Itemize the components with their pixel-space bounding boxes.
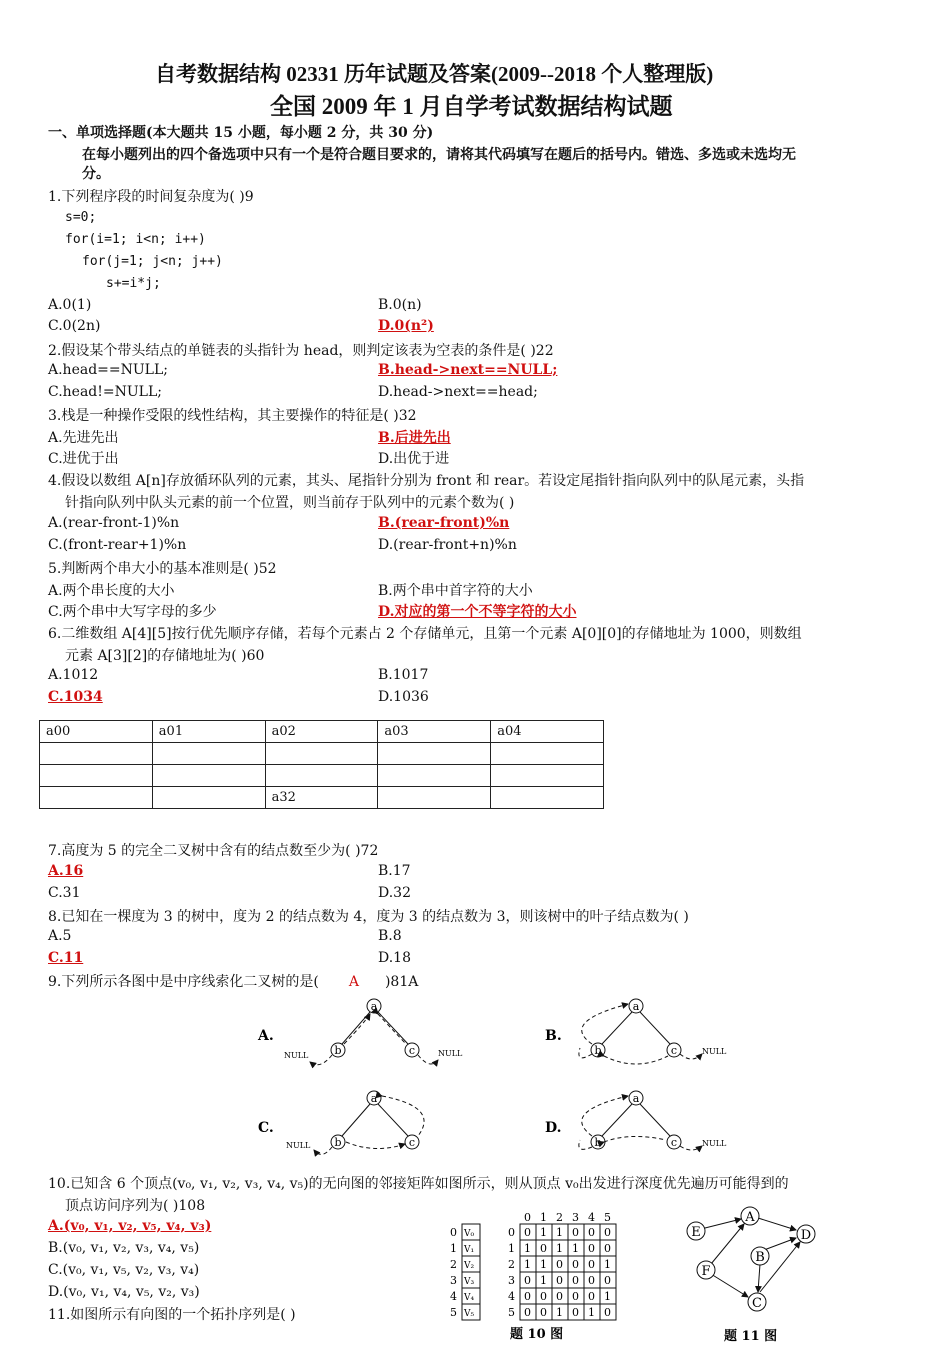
- matrix-value: 0: [524, 1290, 531, 1303]
- matrix-col-index: 2: [556, 1211, 563, 1224]
- node-label: b: [334, 1136, 342, 1149]
- table-cell: [40, 787, 153, 809]
- q3-stem: 3.栈是一种操作受限的线性结构，其主要操作的特征是( )32: [48, 408, 417, 424]
- figure-label-b: B.: [545, 1028, 562, 1044]
- vertex-list: [450, 1224, 480, 1320]
- matrix-value: 0: [604, 1242, 611, 1255]
- q1-code-line: s+=i*j;: [106, 276, 161, 291]
- document-title: 自考数据结构 02331 历年试题及答案(2009--2018 个人整理版): [155, 62, 714, 86]
- matrix-value: 1: [540, 1258, 547, 1271]
- tree-figure-a: [257, 999, 463, 1065]
- matrix-value: 1: [588, 1306, 595, 1319]
- matrix-value: 0: [524, 1306, 531, 1319]
- q1-code-line: for(j=1; j<n; j++): [82, 254, 223, 269]
- table-cell: a04: [491, 721, 604, 743]
- table-cell: [152, 765, 265, 787]
- vertex-index: 0: [450, 1226, 457, 1239]
- null-label: NULL: [286, 1141, 311, 1150]
- matrix-value: 0: [572, 1274, 579, 1287]
- matrix-value: 0: [588, 1242, 595, 1255]
- matrix-col-index: 5: [604, 1211, 611, 1224]
- q10-stem: 10.已知含 6 个顶点(v₀, v₁, v₂, v₃, v₄, v₅)的无向图的邻接矩阵如图所示，则从顶点 v₀出发进行深度优先遍历可能得到的: [48, 1176, 789, 1192]
- figure-label-d: D.: [545, 1120, 562, 1136]
- vertex-index: 2: [450, 1258, 457, 1271]
- matrix-row-index: 3: [508, 1274, 515, 1287]
- q5-stem: 5.判断两个串大小的基本准则是( )52: [48, 561, 277, 577]
- q7-option-d: D.32: [378, 885, 411, 901]
- vertex-index: 3: [450, 1274, 457, 1287]
- q5-option-b: B.两个串中首字符的大小: [378, 583, 533, 599]
- q4-option-b-answer: B.(rear-front)%n: [378, 515, 510, 531]
- matrix-col-index: 1: [540, 1211, 547, 1224]
- matrix-value: 1: [604, 1290, 611, 1303]
- q1-code-line: for(i=1; i<n; i++): [65, 232, 206, 247]
- q8-option-c-answer: C.11: [48, 950, 84, 966]
- table-cell: [152, 743, 265, 765]
- section-instruction: 在每小题列出的四个备选项中只有一个是符合题目要求的，请将其代码填写在题后的括号内。错选、多选或未选均无: [82, 147, 796, 163]
- null-label: NULL: [702, 1139, 727, 1148]
- adjacency-matrix-figure: [448, 1208, 628, 1342]
- node-label: D: [800, 1228, 812, 1243]
- table-row: [40, 787, 604, 809]
- matrix-value: 0: [556, 1274, 563, 1287]
- vertex-name: V₁: [464, 1245, 475, 1255]
- q3-option-b-answer: B.后进先出: [378, 430, 451, 446]
- matrix-value: 0: [556, 1258, 563, 1271]
- matrix-value: 0: [588, 1258, 595, 1271]
- node-label: c: [670, 1136, 678, 1149]
- table-cell: a03: [378, 721, 491, 743]
- matrix-row-index: 4: [508, 1290, 515, 1303]
- figure-label-c: C.: [258, 1120, 274, 1136]
- q7-option-b: B.17: [378, 863, 411, 879]
- node-label: C: [752, 1296, 762, 1311]
- tree-figure-b: [545, 999, 727, 1064]
- q6-stem: 6.二维数组 A[4][5]按行优先顺序存储，若每个元素占 2 个存储单元，且第一个元素 A[0][0]的存储地址为 1000，则数组: [48, 626, 802, 642]
- vertex-index: 4: [450, 1290, 457, 1303]
- q9-answer: A: [348, 974, 359, 990]
- q2-option-d: D.head->next==head;: [378, 384, 538, 400]
- matrix-value: 0: [588, 1274, 595, 1287]
- fig11-caption: 题 11 图: [724, 1329, 778, 1344]
- matrix-value: 1: [556, 1306, 563, 1319]
- node-label: a: [632, 1000, 640, 1013]
- table-cell: a32: [265, 787, 378, 809]
- q4-option-c: C.(front-rear+1)%n: [48, 537, 187, 553]
- matrix-value: 1: [556, 1226, 563, 1239]
- q6-option-c-answer: C.1034: [48, 689, 103, 705]
- q4-stem-cont: 针指向队列中队头元素的前一个位置，则当前存于队列中的元素个数为( ): [65, 495, 515, 511]
- matrix-value: 0: [604, 1274, 611, 1287]
- vertex-name: V₂: [464, 1261, 475, 1271]
- matrix-value: 0: [540, 1242, 547, 1255]
- q3-option-d: D.出优于进: [378, 451, 450, 467]
- q7-stem: 7.高度为 5 的完全二叉树中含有的结点数至少为( )72: [48, 843, 379, 859]
- q11-stem: 11.如图所示有向图的一个拓扑序列是( ): [48, 1307, 296, 1323]
- q2-option-a: A.head==NULL;: [48, 362, 168, 378]
- q8-option-b: B.8: [378, 928, 402, 944]
- node-label: a: [632, 1092, 640, 1105]
- vertex-name: V₃: [464, 1277, 475, 1287]
- q5-option-c: C.两个串中大写字母的多少: [48, 604, 217, 620]
- q6-option-b: B.1017: [378, 667, 429, 683]
- q10-option-d: D.(v₀, v₁, v₄, v₅, v₂, v₃): [48, 1284, 200, 1300]
- q5-option-a: A.两个串长度的大小: [48, 583, 175, 599]
- matrix-value: 1: [524, 1242, 531, 1255]
- table-cell: [378, 765, 491, 787]
- table-cell: [265, 765, 378, 787]
- q6-option-d: D.1036: [378, 689, 429, 705]
- matrix-value: 0: [604, 1226, 611, 1239]
- q7-option-c: C.31: [48, 885, 81, 901]
- matrix-value: 0: [524, 1274, 531, 1287]
- table-row: [40, 743, 604, 765]
- matrix-value: 0: [572, 1258, 579, 1271]
- null-label: NULL: [702, 1047, 727, 1056]
- q10-option-b: B.(v₀, v₁, v₂, v₃, v₄, v₅): [48, 1240, 200, 1256]
- q9-stem: [48, 971, 418, 991]
- q9-stem-end: )81A: [384, 974, 419, 990]
- q1-code-line: s=0;: [65, 210, 97, 225]
- q3-option-a: A.先进先出: [48, 430, 119, 446]
- figure-label-a: A.: [258, 1028, 274, 1044]
- matrix-value: 1: [556, 1242, 563, 1255]
- table-cell: [152, 787, 265, 809]
- q7-option-a-answer: A.16: [48, 863, 84, 879]
- table-row: [40, 721, 604, 743]
- vertex-index: 1: [450, 1242, 457, 1255]
- node-label: c: [408, 1044, 416, 1057]
- node-label: B: [755, 1250, 765, 1265]
- matrix-row-index: 5: [508, 1306, 515, 1319]
- node-label: F: [701, 1264, 711, 1279]
- matrix-row-index: 0: [508, 1226, 515, 1239]
- matrix-value: 0: [588, 1290, 595, 1303]
- node-label: A: [745, 1210, 755, 1225]
- matrix-value: 1: [540, 1226, 547, 1239]
- table-cell: [378, 743, 491, 765]
- table-row: [40, 765, 604, 787]
- q4-option-d: D.(rear-front+n)%n: [378, 537, 517, 553]
- matrix-col-index: 3: [572, 1211, 579, 1224]
- q3-option-c: C.进优于出: [48, 451, 119, 467]
- q10-option-a-answer: A.(v₀, v₁, v₂, v₅, v₄, v₃): [48, 1218, 212, 1234]
- matrix-value: 0: [540, 1290, 547, 1303]
- matrix-value: 0: [588, 1226, 595, 1239]
- exam-title: 全国 2009 年 1 月自学考试数据结构试题: [270, 94, 673, 119]
- node-label: b: [594, 1136, 602, 1149]
- section-heading: 一、单项选择题(本大题共 15 小题，每小题 2 分，共 30 分): [48, 125, 434, 141]
- matrix-value: 0: [572, 1226, 579, 1239]
- matrix-row-index: 2: [508, 1258, 515, 1271]
- q1-option-a: A.0(1): [48, 297, 92, 313]
- q1-stem: 1.下列程序段的时间复杂度为( )9: [48, 189, 254, 205]
- fig10-caption: 题 10 图: [510, 1327, 564, 1342]
- matrix-row-index: 1: [508, 1242, 515, 1255]
- table-cell: [378, 787, 491, 809]
- section-instruction-cont: 分。: [82, 166, 110, 182]
- vertex-index: 5: [450, 1306, 457, 1319]
- tree-figure-d: [545, 1091, 727, 1150]
- matrix-value: 0: [524, 1226, 531, 1239]
- matrix-value: 0: [604, 1306, 611, 1319]
- q8-stem: 8.已知在一棵度为 3 的树中，度为 2 的结点数为 4，度为 3 的结点数为 3，则该树中的叶子结点数为( ): [48, 909, 689, 925]
- table-cell: a01: [152, 721, 265, 743]
- node-label: c: [408, 1136, 416, 1149]
- adjacency-matrix: [508, 1211, 616, 1320]
- matrix-value: 0: [572, 1306, 579, 1319]
- node-label: E: [691, 1225, 701, 1240]
- node-label: b: [594, 1044, 602, 1057]
- tree-figure-c: [258, 1091, 424, 1154]
- matrix-value: 0: [540, 1306, 547, 1319]
- matrix-value: 1: [540, 1274, 547, 1287]
- table-cell: [40, 743, 153, 765]
- q10-option-c: C.(v₀, v₁, v₅, v₂, v₃, v₄): [48, 1262, 200, 1278]
- table-cell: [265, 743, 378, 765]
- matrix-col-index: 4: [588, 1211, 595, 1224]
- q6-option-a: A.1012: [48, 667, 99, 683]
- vertex-name: V₅: [464, 1309, 475, 1319]
- matrix-col-index: 0: [524, 1211, 531, 1224]
- q5-option-d-answer: D.对应的第一个不等字符的大小: [378, 604, 577, 620]
- q1-option-b: B.0(n): [378, 297, 422, 313]
- q9-stem-text: 9.下列所示各图中是中序线索化二叉树的是(: [48, 974, 319, 990]
- table-cell: [491, 765, 604, 787]
- vertex-name: V₄: [464, 1293, 475, 1303]
- node-label: a: [370, 1000, 378, 1013]
- q1-option-d-answer: D.0(n²): [378, 318, 434, 334]
- threaded-tree-figures: [250, 992, 750, 1164]
- null-label: NULL: [284, 1051, 309, 1060]
- matrix-value: 1: [604, 1258, 611, 1271]
- node-label: a: [370, 1092, 378, 1105]
- matrix-value: 0: [556, 1290, 563, 1303]
- q8-option-a: A.5: [48, 928, 72, 944]
- q10-stem-cont: 顶点访问序列为( )108: [65, 1198, 206, 1214]
- node-label: b: [334, 1044, 342, 1057]
- table-cell: [40, 765, 153, 787]
- matrix-value: 0: [572, 1290, 579, 1303]
- table-cell: a00: [40, 721, 153, 743]
- matrix-value: 1: [572, 1242, 579, 1255]
- directed-graph-figure: [680, 1204, 820, 1344]
- vertex-name: V₀: [464, 1229, 475, 1239]
- q2-stem: 2.假设某个带头结点的单链表的头指针为 head，则判定该表为空表的条件是( )22: [48, 343, 554, 359]
- array-layout-table: [39, 720, 604, 809]
- table-cell: [491, 743, 604, 765]
- q6-stem-cont: 元素 A[3][2]的存储地址为( )60: [65, 648, 265, 664]
- node-label: c: [670, 1044, 678, 1057]
- q4-option-a: A.(rear-front-1)%n: [48, 515, 180, 531]
- q2-option-b-answer: B.head->next==NULL;: [378, 362, 558, 378]
- q8-option-d: D.18: [378, 950, 411, 966]
- matrix-value: 1: [524, 1258, 531, 1271]
- table-cell: a02: [265, 721, 378, 743]
- q4-stem: 4.假设以数组 A[n]存放循环队列的元素，其头、尾指针分别为 front 和 rear。若设定尾指针指向队列中的队尾元素，头指: [48, 473, 805, 489]
- q2-option-c: C.head!=NULL;: [48, 384, 162, 400]
- null-label: NULL: [438, 1049, 463, 1058]
- q1-option-c: C.0(2n): [48, 318, 101, 334]
- table-cell: [491, 787, 604, 809]
